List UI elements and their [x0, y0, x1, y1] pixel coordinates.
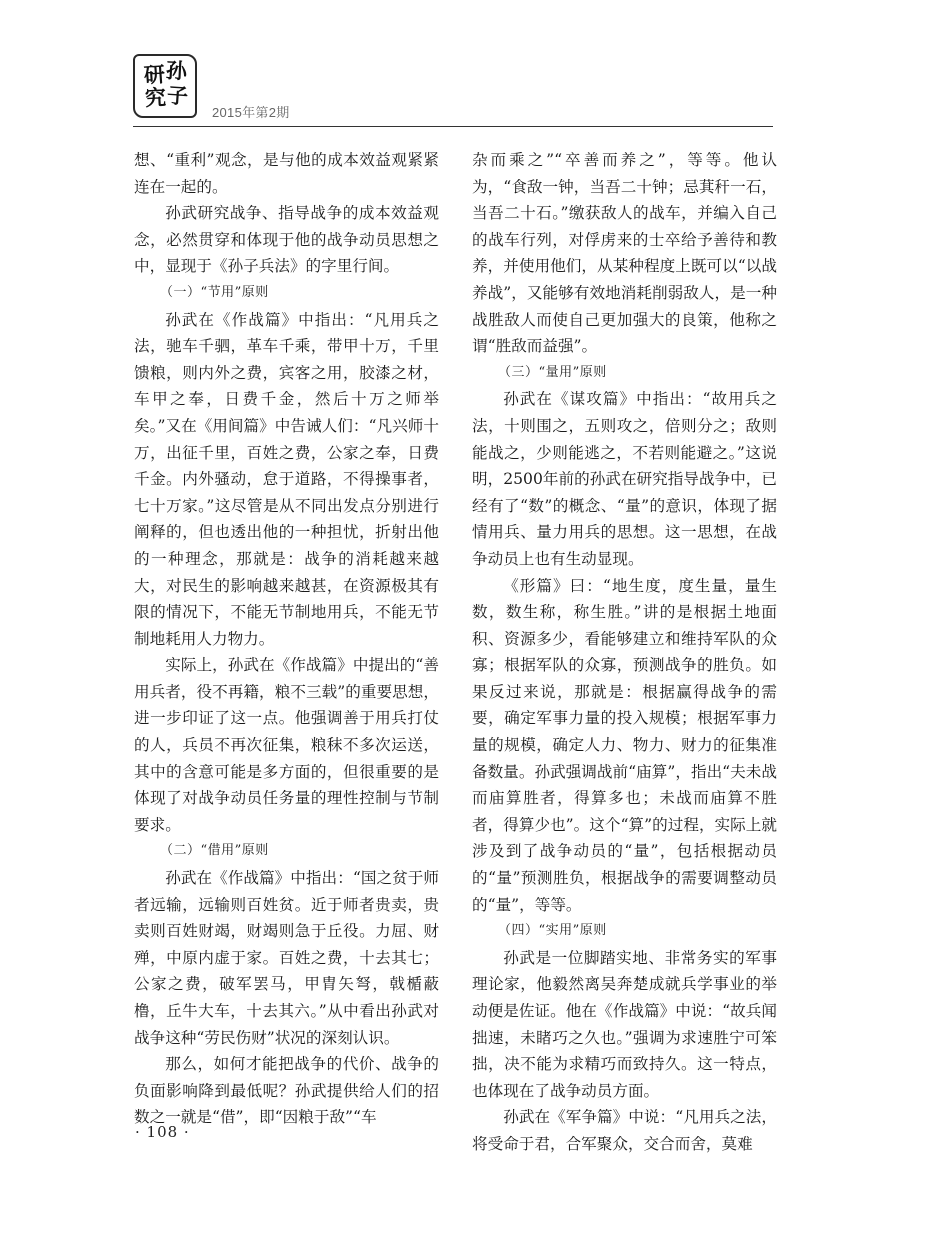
- paragraph: 《形篇》曰：“地生度，度生量，量生数，数生称，称生胜。”讲的是根据土地面积、资源多少，看能够建立和维持军队的众寡；根据军队的众寡，预测战争的胜负。如果反过来说，那就是：根据赢得战争的需要，确定军事力量的投入规模；根据军事力量的规模，确定人力、物力、财力的征集准备数量。孙武强调战前“庙算”，指出“夫未战而庙算胜者，得算多也；未战而庙算不胜者，得算少也”。这个“算”的过程，实际上就涉及到了战争动员的“量”，包括根据动员的“量”预测胜负，根据战争的需要调整动员的“量”，等等。: [472, 576, 777, 914]
- paragraph: 实际上，孙武在《作战篇》中提出的“善用兵者，役不再籍，粮不三载”的重要思想，进一步印证了这一点。他强调善于用兵打仗的人，兵员不再次征集，粮秣不多次运送，其中的含意可能是多方面的，但很重要的是体现了对战争动员任务量的理性控制与节制要求。: [134, 656, 439, 834]
- logo-char: 子: [166, 82, 189, 109]
- page-header: [0, 0, 936, 130]
- paragraph: 孙武研究战争、指导战争的成本效益观念，必然贯穿和体现于他的战争动员思想之中，显现于《孙子兵法》的字里行间。: [134, 204, 439, 276]
- section-heading: （一）“节用”原则: [160, 284, 269, 300]
- journal-logo: [133, 54, 197, 118]
- header-rule: [133, 126, 773, 127]
- section-heading: （四）“实用”原则: [498, 923, 607, 939]
- logo-char: 研: [143, 61, 166, 88]
- page-number: · 108 ·: [135, 1123, 190, 1141]
- section-heading: （三）“量用”原则: [498, 364, 607, 380]
- logo-char: 究: [144, 84, 167, 111]
- section-heading: （二）“借用”原则: [160, 843, 269, 859]
- paragraph: 孙武在《军争篇》中说：“凡用兵之法，将受命于君，合军聚众，交合而舍，莫难: [472, 1108, 777, 1153]
- paragraph: 杂而乘之”“卒善而养之”，等等。他认为，“食敌一钟，当吾二十钟；忌萁秆一石，当吾二十石。”缴获敌人的战车，并编入自己的战车行列，对俘虏来的士卒给予善待和教养，并使用他们，从某种程度上既可以“以战养战”，又能够有效地消耗削弱敌人，是一种战胜敌人而使自己更加强大的良策，他称之谓“胜敌而益强”。: [472, 151, 777, 356]
- paragraph: 孙武在《作战篇》中指出：“凡用兵之法，驰车千驷，革车千乘，带甲十万，千里馈粮，则内外之费，宾客之用，胶漆之材，车甲之奉，日费千金，然后十万之师举矣。”又在《用间篇》中告诫人们：“凡兴师十万，出征千里，百姓之费，公家之奉，日费千金。内外骚动，怠于道路，不得操事者，七十万家。”这尽管是从不同出发点分别进行阐释的，但也透出他的一种担忧，折射出他的一种理念，那就是：战争的消耗越来越大，对民生的影响越来越甚，在资源极其有限的情况下，不能无节制地用兵，不能无节制地耗用人力物力。: [134, 310, 439, 648]
- issue-label: 2015年第2期: [212, 105, 290, 120]
- paragraph: 孙武在《谋攻篇》中指出：“故用兵之法，十则围之，五则攻之，倍则分之；敌则能战之，少则能逃之，不若则能避之。”这说明，2500年前的孙武在研究指导战争中，已经有了“数”的概念、“量”的意识，体现了据情用兵、量力用兵的思想。这一思想，在战争动员上也有生动显现。: [472, 390, 777, 568]
- logo-seal-glyphs: [138, 59, 192, 113]
- paragraph: 孙武在《作战篇》中指出：“国之贫于师者远输，远输则百姓贫。近于师者贵卖，贵卖则百姓财竭，财竭则急于丘役。力屈、财殚，中原内虚于家。百姓之费，十去其七；公家之费，破军罢马，甲胄矢弩，戟楯蔽橹，丘牛大车，十去其六。”从中看出孙武对战争这种“劳民伤财”状况的深刻认识。: [134, 869, 439, 1047]
- logo-char: 孙: [165, 57, 188, 84]
- paragraph: 孙武是一位脚踏实地、非常务实的军事理论家，他毅然离吴奔楚成就兵学事业的举动便是佐证。他在《作战篇》中说：“故兵闻拙速，未睹巧之久也。”强调为求速胜宁可笨拙，决不能为求精巧而致持久。这一特点，也体现在了战争动员方面。: [472, 948, 777, 1100]
- paragraph: 那么，如何才能把战争的代价、战争的负面影响降到最低呢？孙武提供给人们的招数之一就是“借”，即“因粮于敌”“车: [134, 1055, 439, 1127]
- right-column: [472, 147, 777, 1158]
- left-column: [134, 147, 439, 1131]
- paragraph: 想、“重利”观念，是与他的成本效益观紧紧连在一起的。: [134, 151, 439, 196]
